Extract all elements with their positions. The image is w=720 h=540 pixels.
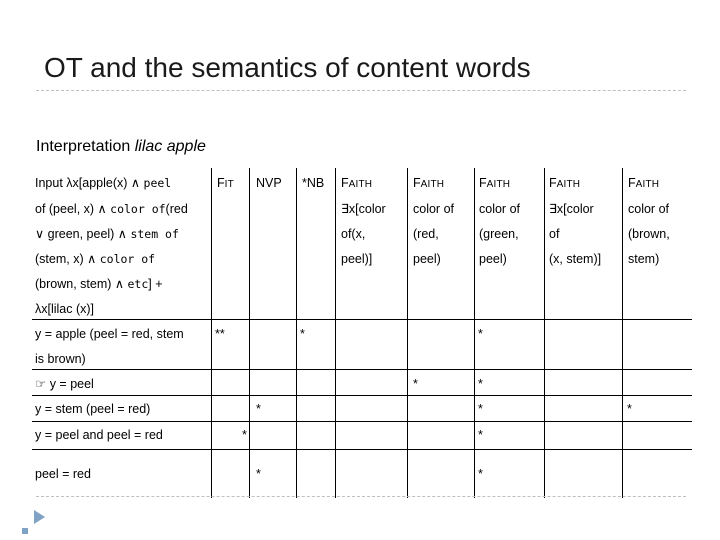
header-faith-4	[549, 175, 580, 193]
candidate-4-label: y = peel and peel = red	[35, 428, 163, 442]
input-line-3-text: ∨ green, peel) ∧	[35, 227, 131, 241]
faith-2-line-1: color of	[413, 202, 454, 216]
faith-2-line-3: peel)	[413, 252, 441, 266]
candidate-3-label: y = stem (peel = red)	[35, 402, 151, 416]
input-line-2-pred: color of	[110, 202, 166, 216]
rule-cand-2-bottom	[32, 395, 692, 396]
input-line-5-text: (brown, stem) ∧	[35, 277, 128, 291]
rule-cand-3-bottom	[32, 421, 692, 422]
faith-3-line-2: (green,	[479, 227, 519, 241]
rule-col-f3-left	[474, 168, 475, 498]
slide-subtitle	[36, 138, 206, 156]
input-line-4-pred: color of	[99, 252, 156, 266]
header-faith-5	[628, 175, 659, 193]
rule-col-nb-left	[296, 168, 297, 498]
candidate-1-nb-mark: *	[300, 327, 305, 341]
faith-1-line-1: ∃x[color	[341, 202, 386, 216]
rule-cand-4-bottom	[32, 449, 692, 450]
faith-3-line-1: color of	[479, 202, 520, 216]
corner-square-icon	[22, 528, 28, 534]
header-fit-initial: F	[217, 176, 225, 190]
candidate-5-faith-3-mark: *	[478, 467, 483, 481]
header-faith-1-initial: F	[341, 176, 349, 190]
header-faith-5-initial: F	[628, 176, 636, 190]
faith-1-line-2: of(x,	[341, 227, 366, 241]
header-faith-2	[413, 175, 444, 193]
input-line-4	[35, 251, 155, 267]
candidate-1-label-cont: is brown)	[35, 352, 86, 366]
subtitle-prefix: Interpretation	[36, 138, 131, 155]
rule-col-nvp-left	[249, 168, 250, 498]
rule-cand-1-bottom	[32, 369, 692, 370]
input-line-1	[35, 175, 171, 191]
input-line-2-text: of (peel, x) ∧	[35, 202, 111, 216]
header-faith-5-rest: AITH	[635, 179, 660, 190]
input-line-2-arg: (red	[165, 202, 188, 216]
candidate-4-faith-3-mark: *	[478, 428, 483, 442]
candidate-3-faith-3-mark: *	[478, 402, 483, 416]
input-line-1-pred: peel	[143, 176, 172, 190]
header-faith-1-rest: AITH	[348, 179, 373, 190]
header-faith-3-rest: AITH	[486, 179, 511, 190]
title-divider	[36, 90, 686, 91]
candidate-3-faith-5-mark: *	[627, 402, 632, 416]
input-line-5-end: ] +	[148, 277, 163, 291]
faith-4-line-2: of	[549, 227, 560, 241]
candidate-2-faith-2-mark: *	[413, 377, 418, 391]
input-line-5	[35, 276, 163, 292]
rule-col-f4-left	[544, 168, 545, 498]
candidate-4-fit-mark: *	[242, 428, 247, 442]
rule-input-bottom	[32, 319, 692, 320]
candidate-5-label: peel = red	[35, 467, 91, 481]
pointing-hand-icon: ☞	[35, 377, 47, 391]
next-slide-arrow-icon[interactable]	[34, 510, 45, 524]
faith-5-line-2: (brown,	[628, 227, 670, 241]
header-nb: *NB	[302, 176, 325, 190]
faith-5-line-1: color of	[628, 202, 669, 216]
footer-divider	[36, 496, 686, 497]
candidate-1-fit-mark: **	[215, 327, 225, 341]
candidate-3-nvp-mark: *	[256, 402, 261, 416]
faith-3-line-3: peel)	[479, 252, 507, 266]
candidate-5-nvp-mark: *	[256, 467, 261, 481]
subtitle-emphasis: lilac apple	[134, 138, 206, 155]
input-line-3-pred: stem of	[130, 227, 179, 241]
slide-title: OT and the semantics of content words	[44, 52, 531, 83]
input-line-3	[35, 226, 179, 242]
candidate-2-text: y = peel	[49, 377, 94, 391]
faith-2-line-2: (red,	[413, 227, 439, 241]
input-line-1-text: Input λx[apple(x) ∧	[35, 176, 144, 190]
faith-1-line-3: peel)]	[341, 252, 373, 266]
input-line-5-pred: etc	[127, 277, 149, 291]
faith-4-line-1: ∃x[color	[549, 202, 594, 216]
faith-5-line-3: stem)	[628, 252, 660, 266]
candidate-1-faith-3-mark: *	[478, 327, 483, 341]
header-faith-2-initial: F	[413, 176, 421, 190]
header-fit	[217, 175, 234, 193]
header-faith-4-rest: AITH	[556, 179, 581, 190]
rule-col-fit-left	[211, 168, 212, 498]
candidate-1-label: y = apple (peel = red, stem	[35, 327, 184, 341]
input-line-4-text: (stem, x) ∧	[35, 252, 100, 266]
header-fit-rest: IT	[224, 179, 234, 190]
rule-col-f5-left	[622, 168, 623, 498]
rule-col-f1-left	[335, 168, 336, 498]
header-faith-2-rest: AITH	[420, 179, 445, 190]
header-faith-4-initial: F	[549, 176, 557, 190]
candidate-2-label	[35, 376, 94, 392]
header-faith-3	[479, 175, 510, 193]
header-faith-1	[341, 175, 372, 193]
header-nvp: NVP	[256, 176, 282, 190]
candidate-2-faith-3-mark: *	[478, 377, 483, 391]
input-line-2	[35, 201, 188, 217]
rule-col-f2-left	[407, 168, 408, 498]
ot-tableau	[32, 168, 692, 498]
input-line-6: λx[lilac (x)]	[35, 302, 95, 316]
header-faith-3-initial: F	[479, 176, 487, 190]
faith-4-line-3: (x, stem)]	[549, 252, 602, 266]
